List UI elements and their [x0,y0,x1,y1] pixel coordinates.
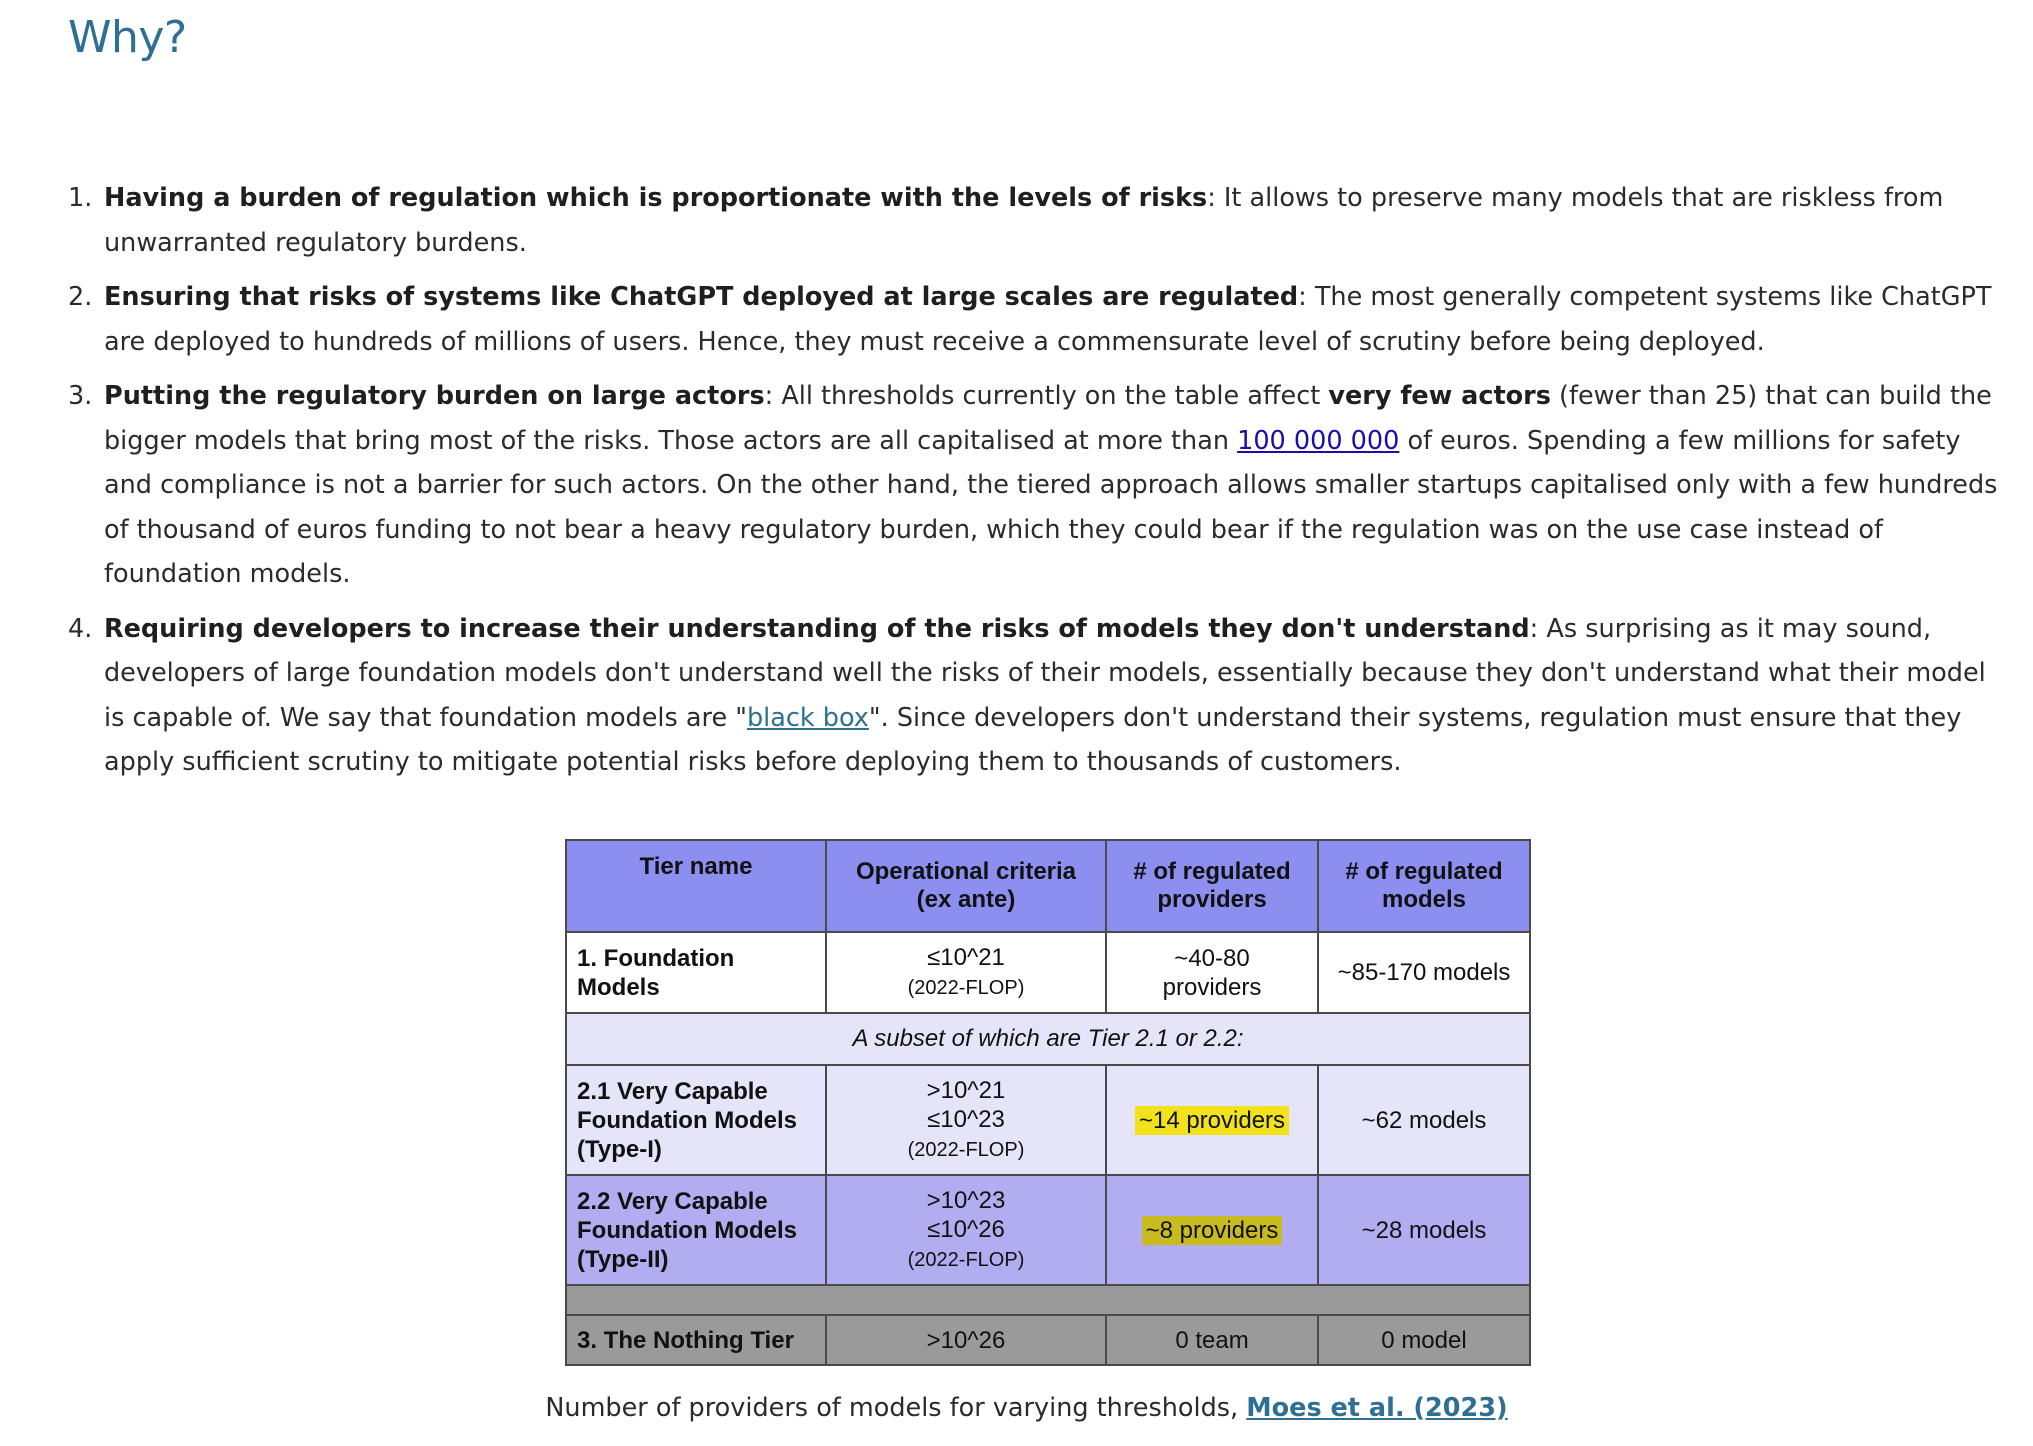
point-text: : All thresholds currently on the table affect [764,381,1329,411]
list-number: 1. [68,183,93,213]
table-row [566,1065,1530,1175]
list-number: 2. [68,282,93,312]
table-row [566,932,1530,1013]
models-cell: 0 model [1318,1315,1530,1365]
spacer-cell [566,1285,1530,1315]
providers-cell: 0 team [1106,1315,1318,1365]
highlighted-providers: ~14 providers [1135,1106,1289,1135]
subset-note: A subset of which are Tier 2.1 or 2.2: [566,1013,1530,1065]
reasons-list [68,176,2014,795]
table-row [566,1175,1530,1285]
models-cell: ~28 models [1318,1175,1530,1285]
point-title: Having a burden of regulation which is proportionate with the levels of risks [104,183,1208,213]
list-item [68,275,2014,364]
point-title: Ensuring that risks of systems like ChatGPT deployed at large scales are regulated [104,282,1299,312]
point-title: Requiring developers to increase their understanding of the risks of models they don't understand [104,613,1530,644]
models-cell: ~85-170 models [1318,932,1530,1013]
point-text: of euros. Spending a few millions for safety and compliance is not a barrier for such actors. On the other hand, the tiered approach allows smaller startups capitalised only with a few hundreds of thousand of euros funding to not bear a heavy regulatory burden, which they could bear if the regulation was on the use case instead of foundation models. [104,425,1998,589]
page-heading: Why? [68,12,187,63]
header-models: # of regulated models [1318,840,1530,932]
point-text: : It allows to preserve many models that are riskless from unwarranted regulatory burdens. [104,183,1944,258]
tier-name-cell: 2.2 Very Capable Foundation Models (Type-II) [566,1175,826,1285]
providers-cell: ~40-80 providers [1106,932,1318,1013]
tier-table [565,839,1531,1366]
table-spacer-row [566,1285,1530,1315]
point-text: : As surprising as it may sound, developers of large foundation models don't understand well the risks of their models, essentially because they don't understand what their model is capable of. We say that foundation models are " [104,613,1986,733]
point-text: (fewer than 25) that can build the bigger models that bring most of the risks. Those actors are all capitalised at more than [104,381,1992,456]
list-item [68,374,2014,597]
citation-link[interactable]: Moes et al. (2023) [1246,1393,1508,1423]
list-item [68,607,2014,785]
criteria-cell: >10^21 ≤10^23 (2022-FLOP) [826,1065,1106,1175]
header-tier-name: Tier name [566,840,826,932]
tier-name-cell: 3. The Nothing Tier [566,1315,826,1365]
table-row [566,1315,1530,1365]
list-number: 3. [68,381,93,411]
table-caption [0,1393,2033,1423]
header-providers: # of regulated providers [1106,840,1318,932]
criteria-cell: >10^26 [826,1315,1106,1365]
tier-name-cell: 2.1 Very Capable Foundation Models (Type-I) [566,1065,826,1175]
point-text: ". Since developers don't understand their systems, regulation must ensure that they apply sufficient scrutiny to mitigate potential risks before deploying them to thousands of customers. [104,702,1962,777]
point-emphasis: very few actors [1328,381,1551,411]
criteria-cell: ≤10^21 (2022-FLOP) [826,932,1106,1013]
list-number: 4. [68,613,93,644]
black-box-link[interactable]: black box [746,702,869,733]
providers-cell [1106,1065,1318,1175]
caption-text: Number of providers of models for varying thresholds, [545,1393,1247,1423]
point-text: : The most generally competent systems like ChatGPT are deployed to hundreds of millions of users. Hence, they must receive a commensurate level of scrutiny before being deployed. [104,282,1992,357]
table-row [566,1013,1530,1065]
highlighted-providers: ~8 providers [1142,1216,1283,1245]
tier-name-cell: 1. Foundation Models [566,932,826,1013]
header-criteria: Operational criteria (ex ante) [826,840,1106,932]
criteria-cell: >10^23 ≤10^26 (2022-FLOP) [826,1175,1106,1285]
list-item [68,176,2014,265]
table-header-row [566,840,1530,932]
providers-cell [1106,1175,1318,1285]
point-title: Putting the regulatory burden on large actors [104,381,765,411]
capital-link[interactable]: 100 000 000 [1237,425,1400,456]
models-cell: ~62 models [1318,1065,1530,1175]
